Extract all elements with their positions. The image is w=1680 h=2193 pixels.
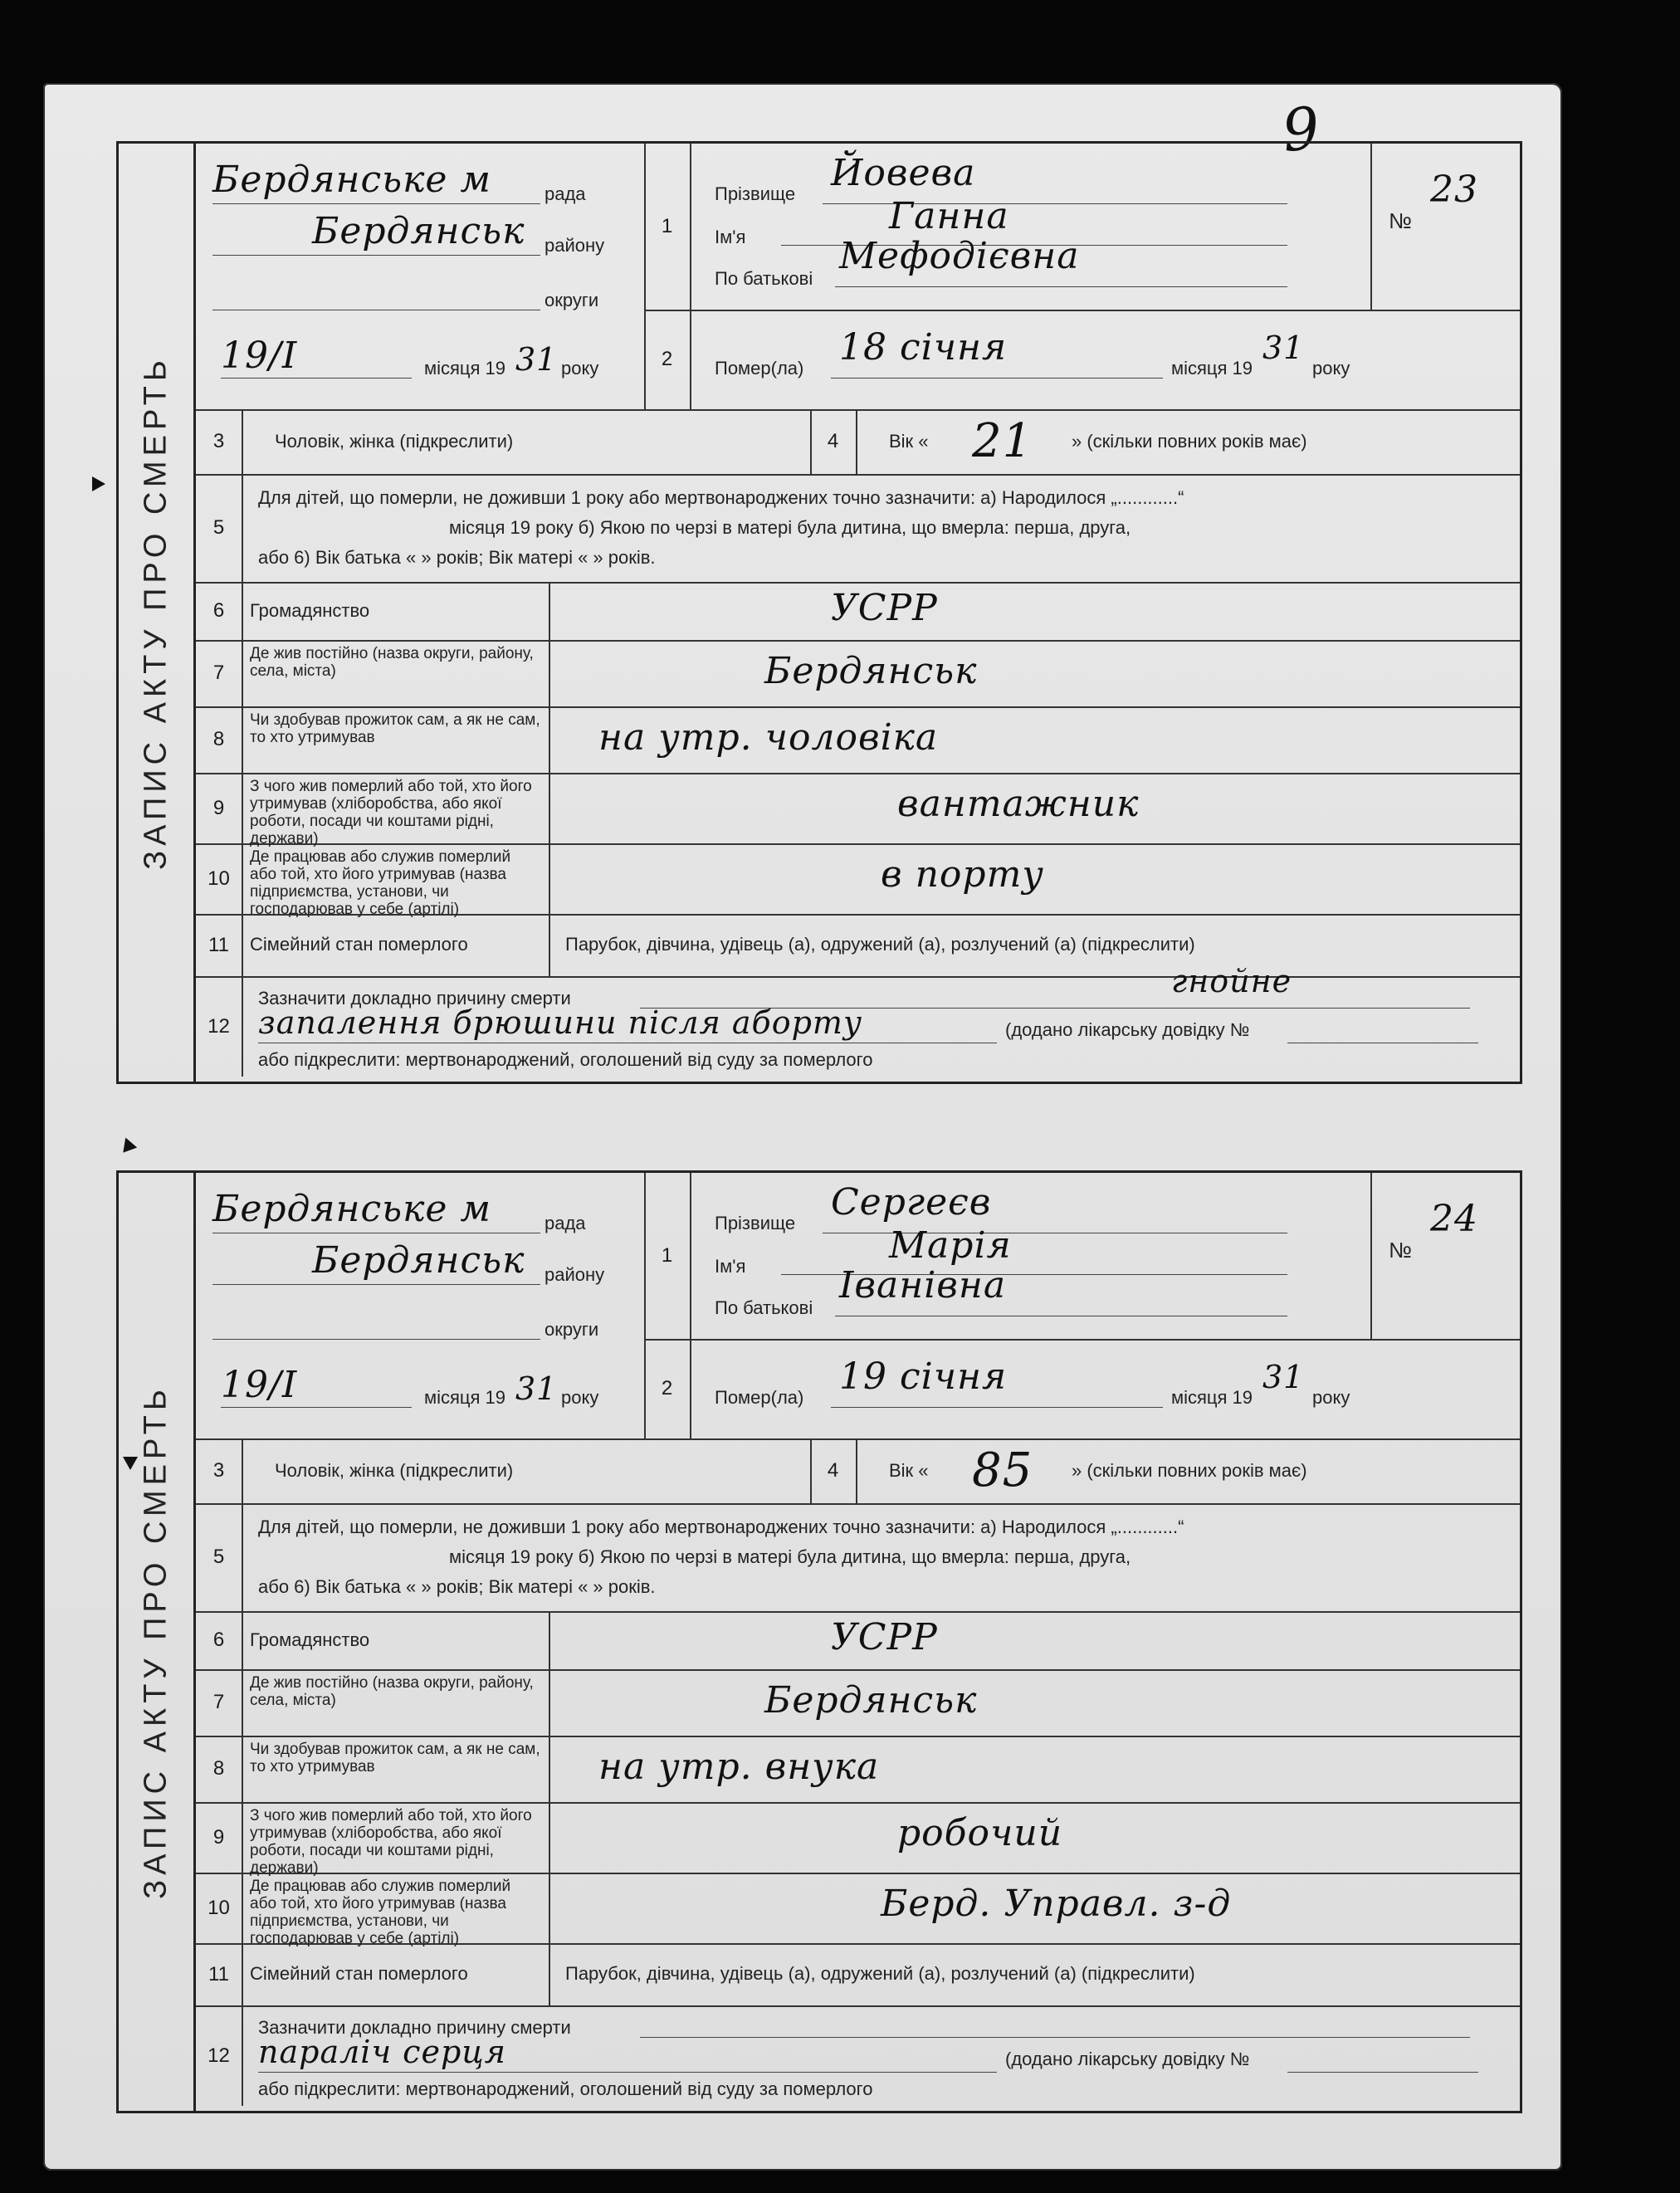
citizenship-value: УСРР [831,587,938,629]
side-title: ЗАПИС АКТУ ПРО СМЕРТЬ [138,1385,173,1899]
marital-options: Парубок, дівчина, удівець (а), одружений (а), розлучений (а) (підкреслити) [565,934,1195,955]
death-year: 31 [1262,1359,1305,1395]
header-block [196,144,1520,411]
support-label: Чи здобував прожиток сам, а як не сам, то хто утримував [250,1741,540,1775]
row-number: 4 [810,409,857,474]
rada-label: рада [545,183,586,204]
row-number: 12 [196,976,243,1077]
row-number: 11 [196,1943,243,2005]
occupation-label: З чого жив померлий або той, хто його утримував (хліборобства, або якої роботи, посади чи коштами рідні, держави) [250,1807,532,1877]
record-number: 23 [1430,169,1478,211]
residence-label: Де жив постійно (назва округи, району, села, міста) [250,1674,534,1709]
registration-year: 31 [515,341,558,378]
death-year-label: року [1312,1387,1350,1408]
month-label: місяця 19 [424,1387,506,1408]
patronymic-value: Мефодієвна [839,235,1080,277]
age-label: Вік « [889,431,929,452]
surname-label: Прізвище [715,183,796,204]
name-value: Марія [889,1224,1012,1267]
death-year-label: року [1312,358,1350,379]
children-line1: Для дітей, що померли, не доживши 1 року або мертвонароджених точно зазначити: а) Народилося „............“ [258,1517,1184,1537]
marital-label: Сімейний стан померлого [250,934,468,955]
row-number: 4 [810,1438,857,1503]
sex-label: Чоловік, жінка (підкреслити) [275,431,514,452]
row-number: 2 [644,310,691,409]
support-label: Чи здобував прожиток сам, а як не сам, то хто утримував [250,711,540,746]
row-number: 5 [196,1503,243,1611]
form-side-title [119,144,196,1082]
death-month-label: місяця 19 [1171,1387,1253,1408]
support-value: на утр. чоловіка [598,716,939,759]
row-number: 5 [196,474,243,582]
workplace-label: Де працював або служив померлий або той, хто його утримував (назва підприємства, установи, чи господарював у себе (артілі) [250,1878,511,1947]
occupation-label: З чого жив померлий або той, хто його утримував (хліборобства, або якої роботи, посади чи коштами рідні, держави) [250,778,532,847]
row-number: 8 [196,1736,243,1802]
record-number: 24 [1430,1198,1478,1240]
row-number: 6 [196,1611,243,1669]
row-number: 1 [644,144,691,311]
children-line3: або 6) Вік батька « » років; Вік матері « » років. [258,547,656,568]
district-value: Бердянськ [312,210,525,252]
death-record-form [116,1170,1522,2113]
header-block [196,1173,1520,1440]
cause-top-value: гнойне [1171,963,1292,999]
surname-label: Прізвище [715,1213,796,1233]
age-value: 85 [972,1443,1033,1497]
registration-day: 19/I [221,1364,298,1406]
death-label: Помер(ла) [715,1387,804,1408]
death-month-label: місяця 19 [1171,358,1253,379]
residence-value: Бердянськ [764,1679,978,1722]
cause-value: запалення брюшини після аборту [258,1004,862,1041]
children-line2: місяця 19 року б) Якою по черзі в матері була дитина, що вмерла: перша, друга, [449,1546,1131,1567]
children-line1: Для дітей, що померли, не доживши 1 року або мертвонароджених точно зазначити: а) Народилося „............“ [258,487,1184,508]
certificate-label: (додано лікарську довідку № [1005,1019,1250,1040]
occupation-value: робочий [897,1812,1063,1854]
row-number: 3 [196,1438,243,1503]
death-date: 19 січня [839,1355,1008,1398]
okrug-label: округи [545,290,599,310]
row-number: 11 [196,914,243,976]
name-value: Ганна [889,195,1009,237]
death-year: 31 [1262,330,1305,366]
stillborn-note: або підкреслити: мертвонароджений, оголошений від суду за померлого [258,2078,873,2099]
certificate-label: (додано лікарську довідку № [1005,2049,1250,2069]
year-label: року [561,358,599,379]
cause-value: параліч серця [258,2034,506,2070]
death-date: 18 січня [839,326,1008,369]
residence-label: Де жив постійно (назва округи, району, села, міста) [250,645,534,680]
row-number: 9 [196,1802,243,1873]
row-number: 10 [196,1873,243,1943]
district-value: Бердянськ [312,1239,525,1282]
surname-value: Йовева [831,152,976,194]
children-line3: або 6) Вік батька « » років; Вік матері « » років. [258,1576,656,1597]
age-tail-label: » (скільки повних років має) [1072,1460,1307,1481]
row-number: 7 [196,1669,243,1736]
patronymic-label: По батькові [715,268,813,289]
sex-label: Чоловік, жінка (підкреслити) [275,1460,514,1481]
name-label: Ім'я [715,1256,746,1277]
name-label: Ім'я [715,227,746,247]
marital-options: Парубок, дівчина, удівець (а), одружений (а), розлучений (а) (підкреслити) [565,1963,1195,1984]
age-label: Вік « [889,1460,929,1481]
council-value: Бердянське м [212,1188,491,1230]
surname-value: Сергеєв [831,1181,992,1223]
registration-year: 31 [515,1370,558,1407]
month-label: місяця 19 [424,358,506,379]
row-number: 7 [196,640,243,706]
residence-value: Бердянськ [764,650,978,692]
patronymic-value: Іванівна [839,1264,1007,1307]
citizenship-value: УСРР [831,1616,938,1658]
occupation-value: вантажник [897,783,1140,825]
children-line2: місяця 19 року б) Якою по черзі в матері була дитина, що вмерла: перша, друга, [449,517,1131,538]
row-number: 2 [644,1339,691,1438]
cause-label: Зазначити докладно причину смерти [258,2017,571,2038]
marital-label: Сімейний стан померлого [250,1963,468,1984]
row-number: 1 [644,1173,691,1341]
death-label: Помер(ла) [715,358,804,379]
side-title: ЗАПИС АКТУ ПРО СМЕРТЬ [138,355,173,870]
row-number: 10 [196,843,243,914]
age-value: 21 [972,414,1033,468]
citizenship-label: Громадянство [250,600,370,621]
registration-day: 19/I [221,335,298,377]
workplace-value: в порту [881,853,1044,896]
punch-mark [92,476,105,491]
workplace-label: Де працював або служив померлий або той, хто його утримував (назва підприємства, установи, чи господарював у себе (артілі) [250,848,511,918]
age-tail-label: » (скільки повних років має) [1072,431,1307,452]
row-number: 6 [196,582,243,640]
workplace-value: Берд. Управл. з-д [881,1883,1232,1925]
support-value: на утр. внука [598,1746,880,1788]
raion-label: району [545,235,605,256]
cause-label: Зазначити докладно причину смерти [258,988,571,1009]
row-number: 8 [196,706,243,773]
patronymic-label: По батькові [715,1297,813,1318]
death-record-form [116,141,1522,1084]
okrug-label: округи [545,1319,599,1340]
raion-label: району [545,1264,605,1285]
stillborn-note: або підкреслити: мертвонароджений, оголошений від суду за померлого [258,1049,873,1070]
number-label: № [1389,208,1412,233]
row-number: 3 [196,409,243,474]
citizenship-label: Громадянство [250,1629,370,1650]
form-side-title [119,1173,196,2111]
page-number: 9 [1278,93,1323,166]
rada-label: рада [545,1213,586,1233]
row-number: 9 [196,773,243,843]
year-label: року [561,1387,599,1408]
council-value: Бердянське м [212,159,491,201]
number-label: № [1389,1238,1412,1263]
row-number: 12 [196,2005,243,2106]
